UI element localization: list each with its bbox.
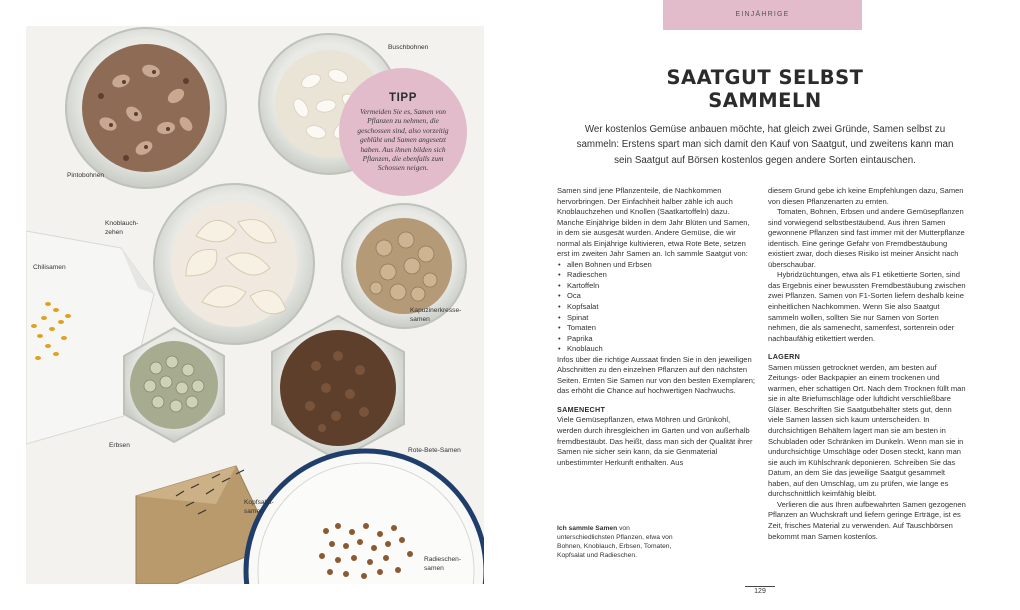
- list-item: • Knoblauch: [557, 344, 756, 355]
- caption-bold: Ich sammle Samen: [557, 525, 618, 532]
- page-title: [600, 66, 930, 112]
- tip-text: Vermeiden Sie es, Samen von Pflanzen zu nehmen, die geschossen sind, also vorzeitig geblüht und Samen angesetzt haben. Aus ihnen bilden sich Pflanzen, die ebenfalls zum Schossen neigen.: [357, 107, 449, 173]
- list-item: • Radieschen: [557, 270, 756, 281]
- text-column-left: [557, 186, 756, 468]
- seed-list: [557, 260, 756, 355]
- paragraph: Samen müssen getrocknet werden, am besten auf Zeitungs- oder Backpapier an einem trockenen und warmen, eher schattigen Ort. Nach dem Trocknen füllt man sie in alte Briefumschläge oder luftdicht verschließbare Gläser. Beschriften Sie Saatgutbehälter stets gut, denn viele Samen lassen sich kaum unterscheiden. In durchsichtigen Behältern lagert man sie am besten in Schubladen oder Schränken im Dunkeln. Wenn man sie in undurchsichtige Umschläge oder Dosen steckt, kann man sie auch im Kühlschrank deponieren. Schreiben Sie das Datum, an dem Sie das jeweilige Saatgut gesammelt haben, auf den Umschlag, um zu prüfen, wie lange es durchschnittlich keimfähig bleibt.: [768, 362, 966, 499]
- intro-paragraph: Wer kostenlos Gemüse anbauen möchte, hat gleich zwei Gründe, Samen selbst zu sammeln: Erstens spart man sich damit den Kauf von Saatgut, und zweitens kann man sein Saatgut auf Börsen kostenlos gegen andere Sorten eintauschen.: [576, 124, 954, 166]
- label-kapuzinerkresse: Kapuzinerkresse- samen: [410, 307, 462, 323]
- paragraph: Infos über die richtige Aussaat finden Sie in den jeweiligen Abschnitten zu den einzelnen Pflanzen auf den nächsten Seiten. Ernten Sie Samen nur von den besten Exemplaren; das erhöht die Chance auf hochwertigen Nachwuchs.: [557, 354, 756, 396]
- paragraph: Samen sind jene Pflanzenteile, die Nachkommen hervorbringen. Der Einfachheit halber zähle ich auch Knoblauchzehen und Knollen (Saatkartoffeln) dazu. Manche Einjährige bilden in dem Jahr Blüten und Samen, in dem sie ausgesät wurden. Andere Gemüse, die wir normal als Einjährige kultivieren, etwa Rote Bete, setzen erst im zweiten Jahr Samen an. Ich sammle Saatgut von:: [557, 186, 750, 259]
- label-radieschen: Radieschen- samen: [424, 556, 462, 572]
- jar-beetroot-seeds: [272, 316, 404, 460]
- section-header-bar: [663, 0, 862, 30]
- label-kopfsalat: Kopfsalat- samen: [244, 499, 274, 515]
- jar-garlic-cloves: [154, 184, 314, 344]
- label-rote-bete: Rote-Bete-Samen: [408, 447, 461, 454]
- paragraph: diesem Grund gebe ich keine Empfehlungen dazu, Samen von diesen Pflanzenarten zu ernten.: [768, 186, 964, 206]
- tip-bubble: [339, 68, 467, 196]
- paragraph: Verlieren die aus Ihren aufbewahrten Samen gezogenen Pflanzen an Wuchskraft und liefern geringe Erträge, ist es Zeit, frisches Material zu verwenden. Auf Tauschbörsen bekommt man Samen kostenlos.: [768, 499, 966, 541]
- paragraph: Viele Gemüsepflanzen, etwa Möhren und Grünkohl, werden durch ihresgleichen im Garten und von außerhalb fremdbestäubt. Das heißt, dass man sich der Qualität ihrer Samen nie sicher sein kann, da sie Genmaterial unbestimmter Herkunft enthalten. Aus: [557, 415, 753, 467]
- photo-caption: [557, 524, 687, 560]
- text-column-right: [768, 186, 967, 542]
- jar-pinto-beans: [66, 28, 226, 188]
- tip-title: TIPP: [389, 92, 417, 104]
- list-item: • Spinat: [557, 313, 756, 324]
- section-label: EINJÄHRIGE: [735, 11, 790, 18]
- label-erbsen: Erbsen: [109, 442, 130, 449]
- list-item: • Kopfsalat: [557, 302, 756, 313]
- list-item: • Kartoffeln: [557, 281, 756, 292]
- list-item: • Paprika: [557, 334, 756, 345]
- page-number: 129: [745, 586, 775, 595]
- paragraph: Hybridzüchtungen, etwa als F1 etikettierte Sorten, sind das Ergebnis einer bewussten Fremdbestäubung zwischen zwei Pflanzen. Samen von F1-Sorten liefern deshalb keine einheitlichen Nachkommen. Wenn Sie also Saatgut sammeln wollen, sollten Sie nur Samen von Sorten nehmen, die als samenecht, samenfest, sortenrein oder nachbaufähig etikettiert werden.: [768, 270, 966, 343]
- label-chilisamen: Chilisamen: [33, 264, 66, 271]
- label-knoblauchzehen: Knoblauch- zehen: [105, 220, 139, 236]
- subheading-lagern: LAGERN: [768, 352, 801, 362]
- label-buschbohnen: Buschbohnen: [388, 44, 429, 51]
- list-item: • Tomaten: [557, 323, 756, 334]
- caption-text: von unterschiedlichsten Pflanzen, etwa von Bohnen, Knoblauch, Erbsen, Tomaten, Kopfsalat und Radieschen.: [557, 525, 673, 559]
- subheading-samenecht: SAMENECHT: [557, 404, 606, 414]
- list-item: • Oca: [557, 291, 756, 302]
- page-title-line1: SAATGUT SELBST: [666, 66, 864, 89]
- label-pintobohnen: Pintobohnen: [67, 172, 105, 179]
- paragraph: Tomaten, Bohnen, Erbsen und andere Gemüsepflanzen sind vorwiegend selbstbestäubend. Aus ihren Samen gewonnene Pflanzen sind fast immer mit der Mutterpflanze identisch. Eine geringe Gefahr von Fremdbestäubung existiert zwar, doch dieses Risiko ist meiner Ansicht nach überschaubar.: [768, 207, 965, 269]
- page-title-line2: SAMMELN: [708, 89, 822, 112]
- list-item: • allen Bohnen und Erbsen: [557, 260, 756, 271]
